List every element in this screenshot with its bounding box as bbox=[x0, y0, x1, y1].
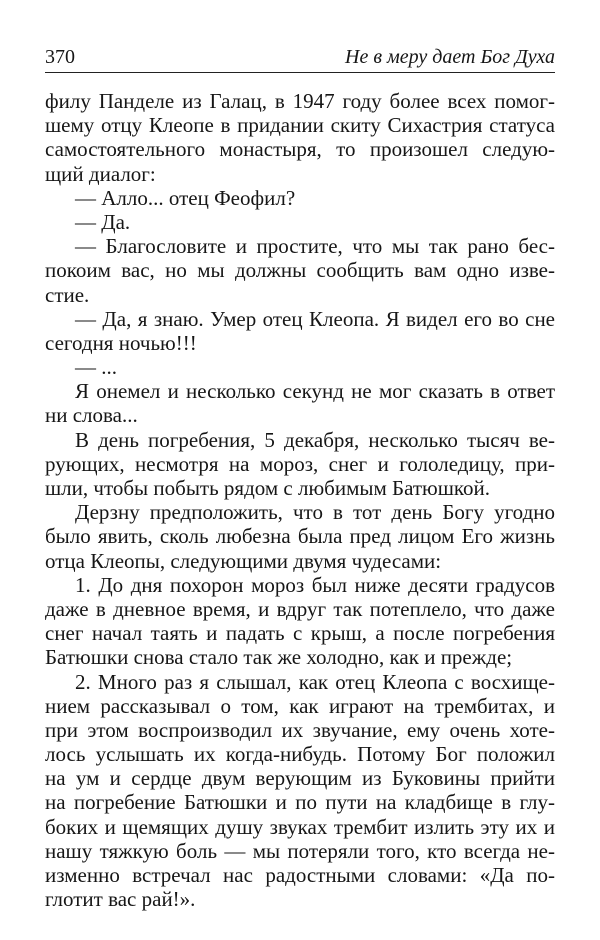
text-line: Я онемел и несколько секунд не мог сказать в ответ bbox=[75, 379, 555, 404]
text-line: нашу тяжкую боль — мы потеряли того, кто всегда не- bbox=[45, 838, 555, 863]
paragraph bbox=[45, 307, 555, 355]
paragraph bbox=[45, 234, 555, 307]
text-line: даже в дневное время, и вдруг так потеплело, что даже bbox=[45, 596, 555, 621]
text-line: ни слова... bbox=[45, 403, 138, 428]
text-line: филу Панделе из Галац, в 1947 году более всех помог- bbox=[45, 89, 555, 113]
paragraph bbox=[45, 670, 555, 912]
paragraph bbox=[45, 89, 555, 186]
text-line: изменно встречал нас радостными словами: «Да по- bbox=[45, 863, 555, 887]
text-line: глотит вас рай!». bbox=[45, 887, 196, 912]
paragraph bbox=[45, 428, 555, 501]
text-line: шли, чтобы побыть рядом с любимым Батюшкой. bbox=[45, 476, 491, 500]
text-line: — Да, я знаю. Умер отец Клеопа. Я видел его во сне bbox=[75, 306, 555, 331]
text-line: лось услышать их когда-нибудь. Потому Бог положил bbox=[45, 742, 555, 767]
text-line: шему отцу Клеопе в придании скиту Сихастрия статуса bbox=[45, 113, 555, 138]
paragraph bbox=[45, 355, 555, 379]
text-line: боких и щемящих душу звуках трембит излить эту их и bbox=[45, 814, 555, 839]
text-line: — Алло... отец Феофил? bbox=[75, 185, 296, 210]
text-line: Батюшки снова стало так же холодно, как и прежде; bbox=[45, 645, 513, 670]
text-line: нием рассказывал о том, как играют на трембитах, и bbox=[45, 693, 555, 718]
paragraph bbox=[45, 379, 555, 427]
text-line: 1. До дня похорон мороз был ниже десяти градусов bbox=[75, 572, 555, 597]
text-line: снег начал таять и падать с крыш, а после погребения bbox=[45, 621, 555, 646]
text-line: отца Клеопы, следующими двумя чудесами: bbox=[45, 548, 442, 573]
text-line: щий диалог: bbox=[45, 161, 156, 186]
running-title: Не в меру дает Бог Духа bbox=[345, 46, 555, 68]
text-line: при этом воспроизводил их звучание, ему очень хоте- bbox=[45, 717, 555, 742]
text-line: покоим вас, но мы должны сообщить вам одно изве- bbox=[45, 258, 555, 283]
text-line: В день погребения, 5 декабря, несколько тысяч ве- bbox=[75, 427, 555, 452]
page-number: 370 bbox=[45, 46, 75, 68]
text-line: на ум и сердце двум верующим из Буковины прийти bbox=[45, 766, 555, 791]
text-line: самостоятельного монастыря, то произошел следую- bbox=[45, 137, 555, 162]
text-line: — Благословите и простите, что мы так рано бес- bbox=[75, 234, 555, 259]
header-rule bbox=[45, 72, 555, 73]
text-line: — ... bbox=[75, 355, 117, 380]
text-line: рующих, несмотря на мороз, снег и гололедицу, при- bbox=[45, 451, 555, 476]
text-line: — Да. bbox=[75, 209, 131, 234]
text-line: 2. Много раз я слышал, как отец Клеопа с восхище- bbox=[75, 669, 555, 694]
text-line: было явить, сколь любезна была пред лицом Его жизнь bbox=[45, 524, 555, 549]
body-text bbox=[45, 89, 555, 911]
text-line: стие. bbox=[45, 282, 90, 307]
page-header bbox=[45, 44, 555, 72]
text-line: Дерзну предположить, что в тот день Богу угодно bbox=[75, 500, 555, 525]
paragraph bbox=[45, 573, 555, 670]
paragraph bbox=[45, 210, 555, 234]
text-line: сегодня ночью!!! bbox=[45, 330, 197, 355]
text-line: на погребение Батюшки и по пути на кладбище в глу- bbox=[45, 790, 555, 815]
paragraph bbox=[45, 500, 555, 573]
paragraph bbox=[45, 186, 555, 210]
